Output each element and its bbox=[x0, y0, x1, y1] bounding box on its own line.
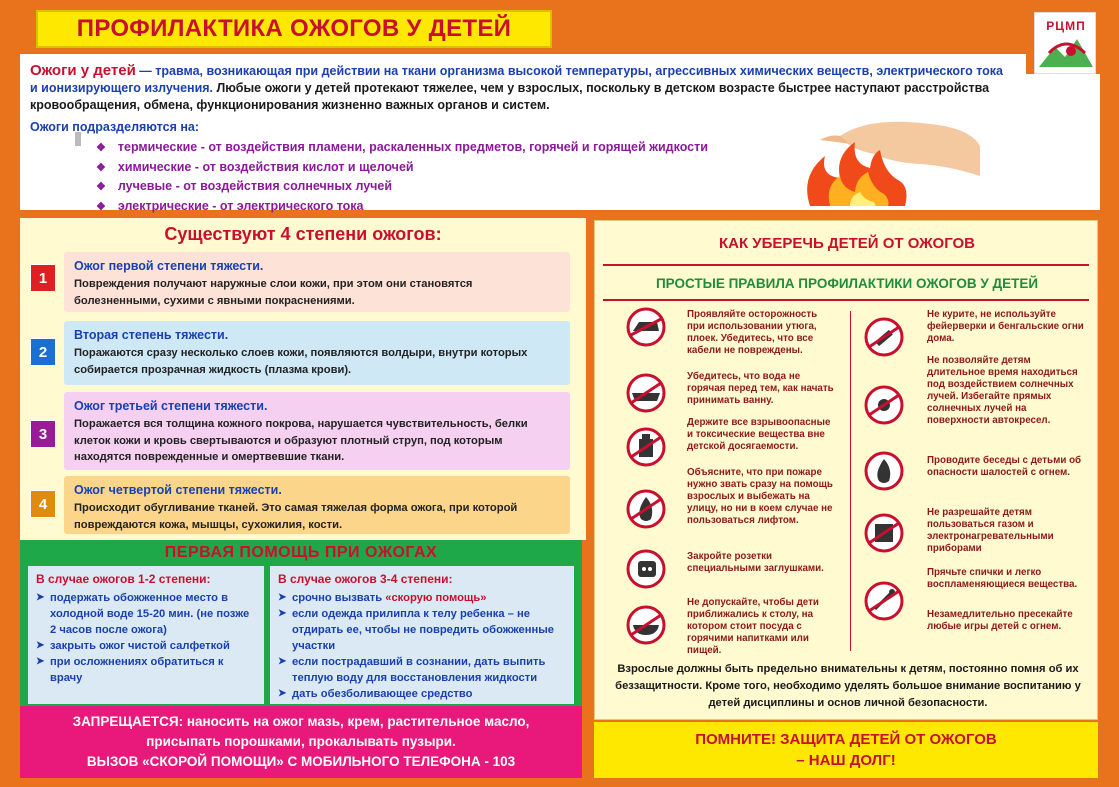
flame-icon bbox=[859, 451, 909, 491]
iron-icon bbox=[621, 307, 671, 347]
degree-text: Поражаются сразу несколько слоев кожи, появляются волдыри, внутри которых собирается прозрачная жидкость (плазма крови). bbox=[74, 347, 528, 376]
forbidden-banner bbox=[20, 706, 582, 778]
prevention-title: КАК УБЕРЕЧЬ ДЕТЕЙ ОТ ОЖОГОВ bbox=[718, 235, 976, 252]
match-icon bbox=[859, 581, 909, 621]
rule-text: Держите все взрывоопасные и токсические вещества вне детской досягаемости. bbox=[687, 417, 831, 452]
first-aid-title: ПЕРВАЯ ПОМОЩЬ ПРИ ОЖОГАХ bbox=[164, 544, 438, 561]
divider bbox=[603, 264, 1089, 266]
degree-heading: Вторая степень тяжести. bbox=[74, 328, 229, 342]
bathtub-icon bbox=[621, 373, 671, 413]
degree-card-3 bbox=[64, 392, 570, 470]
list-item: ❖ лучевые - от воздействия солнечных лучей bbox=[96, 179, 393, 193]
list-item: ➤ срочно вызвать «скорую помощь» bbox=[278, 590, 566, 606]
list-item: ❖ химические - от воздействия кислот и щелочей bbox=[96, 159, 414, 174]
list-item: ❖ электрические - от электрического тока bbox=[96, 198, 364, 213]
emergency-phone: ВЫЗОВ «СКОРОЙ ПОМОЩИ» С МОБИЛЬНОГО ТЕЛЕФОНА - 103 bbox=[86, 754, 516, 769]
page-title: ПРОФИЛАКТИКА ОЖОГОВ У ДЕТЕЙ bbox=[76, 15, 512, 42]
rule-text: Убедитесь, что вода не горячая перед тем, как начать принимать ванну. bbox=[687, 371, 834, 406]
burn-types-list bbox=[96, 138, 708, 216]
list-item: ➤ подержать обожженное место в холодной воде 15-20 мин. (не позже 2 часов после ожога) bbox=[36, 590, 256, 638]
rule-text: Не позволяйте детям длительное время находиться под воздействием солнечных лучей. Избегайте прямых солнечных лучей на поверхности автокресел. bbox=[927, 355, 1078, 426]
logo-text: РЦМП bbox=[1046, 19, 1086, 33]
degree-card-2 bbox=[64, 321, 570, 385]
firework-icon bbox=[859, 317, 909, 357]
diamond-bullet-icon: ❖ bbox=[96, 200, 106, 213]
prevention-section bbox=[594, 220, 1098, 720]
intro-explanation: Любые ожоги у детей протекают тяжелее, чем у взрослых, поскольку в детском возрасте быстрее наступают расстройства кровообращения, обмена, функционирования жизненно важных органов и систем. bbox=[30, 81, 990, 112]
rule-text: Проводите беседы с детьми об опасности шалостей с огнем. bbox=[927, 455, 1082, 478]
divider bbox=[603, 299, 1089, 301]
fire-icon bbox=[621, 489, 671, 529]
rule-text: Незамедлительно пресекайте любые игры детей с огнем. bbox=[927, 609, 1073, 632]
hand-fire-illustration bbox=[780, 106, 980, 208]
forbidden-line-1: ЗАПРЕЩАЕТСЯ: наносить на ожог мазь, крем, растительное масло, bbox=[72, 714, 530, 729]
rule-text: Объясните, что при пожаре нужно звать сразу на помощь взрослых и выбежать на улицу, но ни в коем случае не пользоваться лифтом. bbox=[687, 467, 833, 526]
forbidden-line-2: присыпать порошками, прокалывать пузыри. bbox=[146, 734, 456, 749]
first-aid-mild-heading: В случае ожогов 1-2 степени: bbox=[36, 572, 211, 586]
degree-heading: Ожог первой степени тяжести. bbox=[74, 259, 264, 273]
rule-text: Не разрешайте детям пользоваться газом и электронагревательными приборами bbox=[927, 507, 1054, 554]
degree-text: Происходит обугливание тканей. Это самая тяжелая форма ожога, при которой повреждаются кожа, мышцы, сухожилия, кости. bbox=[74, 502, 518, 531]
degree-card-1 bbox=[64, 252, 570, 312]
sun-icon bbox=[859, 385, 909, 425]
rule-text: Закройте розетки специальными заглушками. bbox=[687, 551, 824, 574]
burn-types-heading: Ожоги подразделяются на: bbox=[30, 120, 200, 134]
first-aid-severe-heading: В случае ожогов 3-4 степени: bbox=[278, 572, 453, 586]
list-item: ❖ термические - от воздействия пламени, раскаленных предметов, горячей и горящей жидкости bbox=[96, 140, 708, 154]
degree-badge-2: 2 bbox=[30, 338, 56, 366]
divider bbox=[75, 132, 81, 146]
prevention-subtitle: ПРОСТЫЕ ПРАВИЛА ПРОФИЛАКТИКИ ОЖОГОВ У ДЕТЕЙ bbox=[655, 276, 1039, 291]
remember-line-2: – НАШ ДОЛГ! bbox=[796, 752, 896, 769]
degree-card-4 bbox=[64, 476, 570, 534]
rule-text: Прячьте спички и легко воспламеняющиеся вещества. bbox=[927, 567, 1078, 590]
rule-text: Не курите, не используйте фейерверки и бенгальские огни дома. bbox=[927, 309, 1084, 344]
hot-pot-icon bbox=[621, 605, 671, 645]
list-item: ➤ при осложнениях обратиться к врачу bbox=[36, 654, 256, 686]
burn-degrees-section bbox=[20, 218, 586, 540]
rule-text: Не допускайте, чтобы дети приближались к столу, на котором стоит посуда с горячими напитками или пищей. bbox=[687, 597, 819, 656]
list-item: ➤ если пострадавший в сознании, дать выпить теплую воду для восстановления жидкости bbox=[278, 654, 566, 686]
first-aid-section bbox=[20, 540, 582, 706]
first-aid-severe bbox=[270, 566, 574, 704]
chemical-bottle-icon bbox=[621, 427, 671, 467]
remember-line-1: ПОМНИТЕ! ЗАЩИТА ДЕТЕЙ ОТ ОЖОГОВ bbox=[695, 731, 997, 748]
title-banner bbox=[36, 10, 552, 48]
socket-icon bbox=[621, 549, 671, 589]
logo bbox=[1034, 12, 1096, 74]
diamond-bullet-icon: ❖ bbox=[96, 181, 106, 193]
degrees-title: Существуют 4 степени ожогов: bbox=[164, 224, 442, 244]
degree-text: Повреждения получают наружные слои кожи, при этом они становятся болезненными, сухими с явными покраснениями. bbox=[74, 278, 473, 307]
rule-text: Проявляйте осторожность при использовании утюга, плоек. Убедитесь, что все кабели не повреждены. bbox=[687, 309, 818, 356]
intro-definition: — травма, возникающая при действии на ткани организма высокой температуры, агрессивных химических веществ, электрического тока и ионизирующего излучения. bbox=[30, 64, 1004, 95]
degree-badge-4: 4 bbox=[30, 490, 56, 518]
remember-banner bbox=[594, 722, 1098, 778]
prevention-footer: Взрослые должны быть предельно внимательны к детям, постоянно помня об их беззащитности. Кроме того, необходимо уделять большое внимание воспитанию у детей дисциплины и основ личной безопасности. bbox=[615, 663, 1081, 709]
degree-badge-1: 1 bbox=[30, 264, 56, 292]
column-divider bbox=[850, 311, 851, 651]
stove-icon bbox=[859, 513, 909, 553]
intro-lead: Ожоги у детей bbox=[30, 62, 136, 79]
diamond-bullet-icon: ❖ bbox=[96, 142, 106, 154]
list-item: ➤ закрыть ожог чистой салфеткой bbox=[36, 638, 256, 654]
intro-panel bbox=[20, 54, 1026, 213]
list-item: ➤ дать обезболивающее средство bbox=[278, 686, 566, 702]
diamond-bullet-icon: ❖ bbox=[96, 161, 106, 174]
first-aid-mild bbox=[28, 566, 264, 704]
degree-badge-3: 3 bbox=[30, 420, 56, 448]
list-item: ➤ если одежда прилипла к телу ребенка – не отдирать ее, чтобы не повредить обожженные участки bbox=[278, 606, 566, 654]
degree-heading: Ожог четвертой степени тяжести. bbox=[74, 483, 282, 497]
degree-heading: Ожог третьей степени тяжести. bbox=[74, 399, 268, 413]
degree-text: Поражается вся толщина кожного покрова, нарушается чувствительность, белки клеток кожи и кровь свертываются и образуют плотный струп, под которым находятся поврежденные и омертвевшие ткани. bbox=[74, 418, 528, 463]
